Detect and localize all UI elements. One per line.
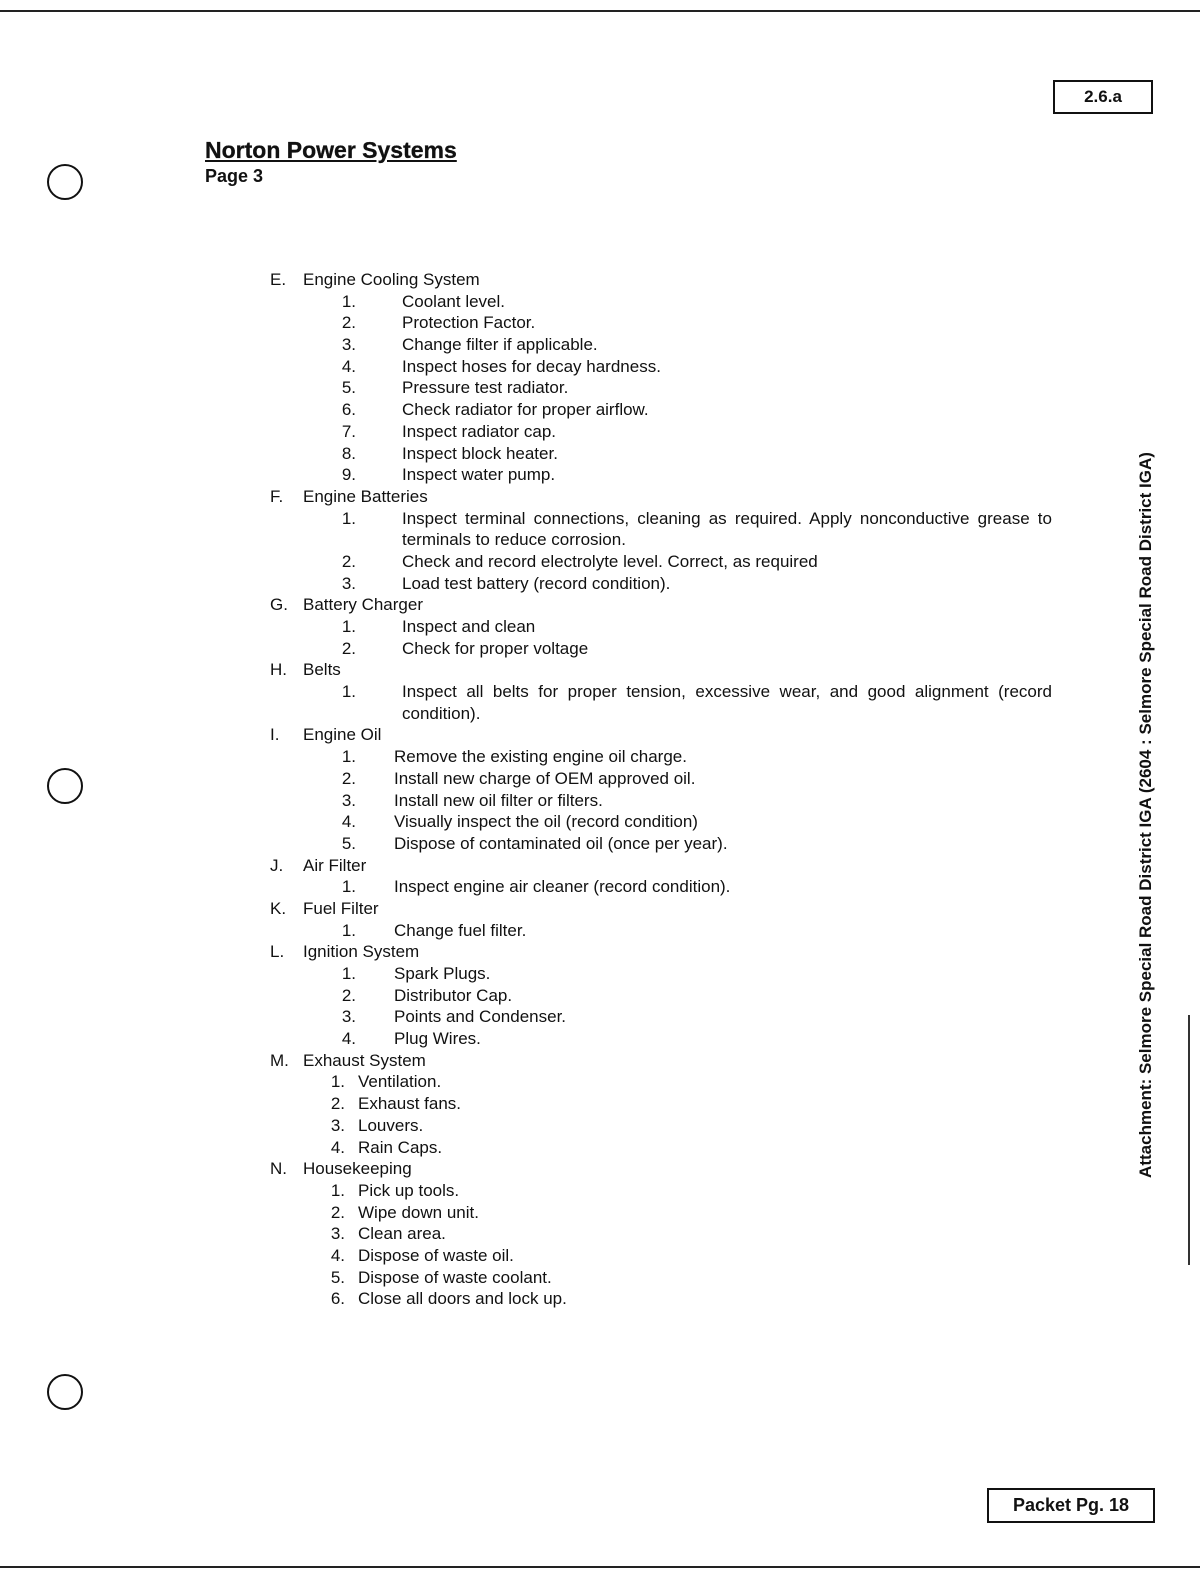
section-title: Air Filter (303, 855, 367, 875)
item-number: 7. (341, 421, 356, 441)
item-text: Rain Caps. (358, 1137, 443, 1157)
item-number: 4. (341, 1029, 356, 1049)
punch-hole-icon (47, 164, 83, 200)
item-number: 4. (330, 1245, 345, 1265)
list-item (0, 985, 1200, 1007)
item-text: Pressure test radiator. (402, 378, 569, 398)
item-number: 6. (341, 400, 356, 420)
item-text: Inspect water pump. (402, 465, 556, 485)
item-number: 1. (341, 617, 356, 637)
item-number: 3. (341, 573, 356, 593)
item-text: Plug Wires. (394, 1029, 481, 1049)
list-item (0, 1115, 1200, 1137)
item-number: 2. (341, 313, 356, 333)
section-letter: H. (270, 660, 287, 680)
item-number: 3. (341, 335, 356, 355)
section-heading (0, 594, 1200, 616)
list-item (0, 312, 1200, 334)
item-text: Inspect and clean (402, 617, 536, 637)
list-item (0, 1137, 1200, 1159)
section-heading (0, 269, 1200, 291)
section-heading (0, 855, 1200, 877)
item-text: Inspect block heater. (402, 443, 558, 463)
list-item (0, 334, 1200, 356)
list-item (0, 1071, 1200, 1093)
item-number: 4. (330, 1137, 345, 1157)
list-item (0, 638, 1200, 660)
section-title: Exhaust System (303, 1050, 426, 1070)
item-text: Spark Plugs. (394, 964, 491, 984)
item-number: 1. (330, 1072, 345, 1092)
company-name: Norton Power Systems (205, 137, 457, 163)
item-text: Points and Condenser. (394, 1007, 567, 1027)
section-letter: E. (270, 270, 287, 289)
list-item (0, 1223, 1200, 1245)
item-text: Wipe down unit. (358, 1202, 479, 1222)
item-text: Protection Factor. (402, 313, 536, 333)
list-item (0, 464, 1200, 486)
section-title: Fuel Filter (303, 898, 379, 918)
list-item (0, 421, 1200, 443)
section-letter: N. (270, 1159, 287, 1179)
item-number: 2. (341, 768, 356, 788)
item-text: Dispose of contaminated oil (once per year). (394, 833, 728, 853)
maintenance-checklist (0, 269, 1200, 1310)
list-item (0, 681, 1200, 724)
section-heading (0, 724, 1200, 746)
item-number: 4. (341, 812, 356, 832)
item-text: Inspect engine air cleaner (record condition). (394, 877, 731, 897)
list-item (0, 1202, 1200, 1224)
item-number: 5. (330, 1267, 345, 1287)
list-item (0, 291, 1200, 313)
item-text: Install new charge of OEM approved oil. (394, 768, 696, 788)
item-text: Exhaust fans. (358, 1094, 462, 1114)
item-text: Visually inspect the oil (record condition) (394, 812, 698, 832)
item-number: 3. (341, 1007, 356, 1027)
section-title: Ignition System (303, 942, 420, 962)
item-text: Inspect all belts for proper tension, excessive wear, and good alignment (record condition). (402, 682, 1052, 723)
item-text: Remove the existing engine oil charge. (394, 747, 687, 767)
list-item (0, 356, 1200, 378)
item-number: 2. (341, 551, 356, 571)
section-title: Engine Oil (303, 725, 382, 745)
item-text: Change filter if applicable. (402, 335, 598, 355)
item-text: Distributor Cap. (394, 985, 513, 1005)
list-item (0, 1180, 1200, 1202)
document-tag: 2.6.a (1053, 80, 1153, 114)
list-item (0, 1028, 1200, 1050)
item-number: 1. (341, 508, 356, 528)
item-number: 9. (341, 465, 356, 485)
section-title: Engine Batteries (303, 486, 428, 506)
punch-hole-icon (47, 1374, 83, 1410)
item-text: Change fuel filter. (394, 920, 527, 940)
section-heading (0, 659, 1200, 681)
section-heading (0, 941, 1200, 963)
item-text: Install new oil filter or filters. (394, 790, 603, 810)
list-item (0, 920, 1200, 942)
item-number: 1. (341, 920, 356, 940)
item-text: Load test battery (record condition). (402, 573, 671, 593)
item-text: Inspect hoses for decay hardness. (402, 356, 661, 376)
item-number: 1. (341, 682, 356, 702)
section-letter: M. (270, 1050, 289, 1070)
item-number: 4. (341, 356, 356, 376)
item-text: Inspect terminal connections, cleaning as required. Apply nonconductive grease to terminals to reduce corrosion. (402, 508, 1052, 550)
item-number: 5. (341, 378, 356, 398)
list-item (0, 399, 1200, 421)
list-item (0, 1006, 1200, 1028)
item-number: 1. (341, 291, 356, 311)
item-number: 5. (341, 833, 356, 853)
list-item (0, 1267, 1200, 1289)
list-item (0, 746, 1200, 768)
item-text: Pick up tools. (358, 1180, 460, 1200)
item-text: Clean area. (358, 1224, 446, 1244)
item-number: 3. (341, 790, 356, 810)
item-text: Check for proper voltage (402, 638, 589, 658)
section-letter: G. (270, 595, 288, 615)
section-letter: J. (270, 855, 284, 875)
item-number: 6. (330, 1289, 345, 1309)
item-number: 2. (341, 638, 356, 658)
list-item (0, 1093, 1200, 1115)
section-title: Engine Cooling System (303, 270, 480, 289)
item-text: Ventilation. (358, 1072, 442, 1092)
section-letter: K. (270, 898, 287, 918)
top-rule (0, 10, 1200, 12)
list-item (0, 833, 1200, 855)
list-item (0, 1245, 1200, 1267)
list-item (0, 811, 1200, 833)
list-item (0, 551, 1200, 573)
attachment-side-note: Attachment: Selmore Special Road District IGA (2604 : Selmore Special Road District IGA) (1136, 452, 1155, 1178)
item-text: Coolant level. (402, 291, 506, 311)
list-item (0, 508, 1200, 551)
list-item (0, 768, 1200, 790)
item-number: 1. (341, 747, 356, 767)
list-item (0, 377, 1200, 399)
item-text: Close all doors and lock up. (358, 1289, 567, 1309)
list-item (0, 573, 1200, 595)
item-text: Dispose of waste oil. (358, 1245, 514, 1265)
section-letter: F. (270, 486, 284, 506)
section-title: Housekeeping (303, 1159, 412, 1179)
bottom-rule (0, 1566, 1200, 1568)
section-letter: L. (270, 942, 285, 962)
item-number: 1. (341, 877, 356, 897)
list-item (0, 963, 1200, 985)
section-heading (0, 486, 1200, 508)
item-number: 2. (330, 1094, 345, 1114)
item-text: Check radiator for proper airflow. (402, 400, 649, 420)
item-number: 8. (341, 443, 356, 463)
item-number: 2. (341, 985, 356, 1005)
item-number: 3. (330, 1224, 345, 1244)
item-text: Check and record electrolyte level. Correct, as required (402, 551, 818, 571)
item-number: 1. (341, 964, 356, 984)
section-title: Battery Charger (303, 595, 423, 615)
item-text: Louvers. (358, 1115, 424, 1135)
item-text: Dispose of waste coolant. (358, 1267, 552, 1287)
list-item (0, 616, 1200, 638)
list-item (0, 790, 1200, 812)
item-number: 1. (330, 1180, 345, 1200)
packet-page-number: Packet Pg. 18 (987, 1488, 1155, 1523)
section-heading (0, 1158, 1200, 1180)
list-item (0, 876, 1200, 898)
list-item (0, 1288, 1200, 1310)
page-number: Page 3 (205, 166, 264, 186)
section-heading (0, 1050, 1200, 1072)
list-item (0, 443, 1200, 465)
section-letter: I. (270, 725, 280, 745)
section-heading (0, 898, 1200, 920)
item-text: Inspect radiator cap. (402, 421, 557, 441)
section-title: Belts (303, 660, 341, 680)
item-number: 2. (330, 1202, 345, 1222)
item-number: 3. (330, 1115, 345, 1135)
